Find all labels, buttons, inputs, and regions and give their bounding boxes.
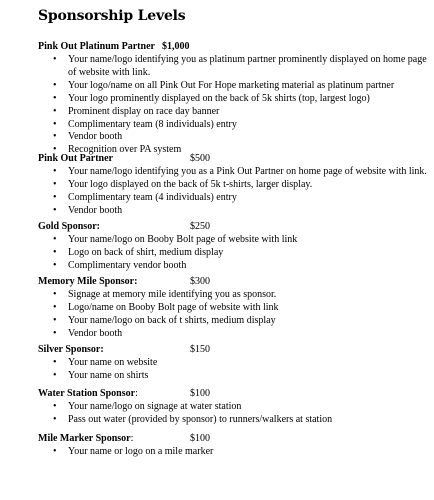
bullet-icon: •	[53, 234, 57, 245]
level-heading	[38, 41, 428, 54]
bullet-icon: •	[53, 314, 57, 326]
level-mile-marker	[38, 433, 428, 459]
bullet-icon: •	[53, 446, 57, 457]
bullet-icon: •	[53, 289, 57, 300]
level-heading	[38, 276, 428, 289]
benefit-list	[38, 289, 428, 341]
level-platinum	[38, 41, 428, 157]
list-item: • Prominent display on race day banner	[53, 105, 220, 117]
benefit-list	[38, 166, 428, 218]
bullet-icon: •	[53, 369, 57, 381]
bullet-icon: •	[53, 105, 57, 117]
level-heading	[38, 153, 428, 166]
list-item: • Recognition over PA system	[53, 144, 182, 156]
list-item: • Complimentary team (8 individuals) entry	[53, 118, 237, 130]
list-item: • Your name/logo on Booby Bolt page of website with link	[53, 234, 298, 245]
list-item: • Your name/logo on signage at water station	[53, 401, 242, 412]
benefit-list	[38, 357, 428, 383]
level-colon: :	[130, 433, 134, 444]
list-item: • Logo/name on Booby Bolt page of website with link	[53, 301, 279, 313]
level-heading	[38, 433, 428, 446]
level-water-station	[38, 388, 428, 427]
level-price: $150	[190, 344, 210, 355]
level-heading	[38, 344, 428, 357]
bullet-icon: •	[53, 118, 57, 130]
bullet-icon: •	[53, 178, 57, 190]
bullet-icon: •	[53, 401, 57, 412]
bullet-icon: •	[53, 301, 57, 313]
level-silver	[38, 344, 428, 383]
level-price: $1,000	[162, 41, 190, 52]
level-name: Water Station Sponsor	[38, 388, 136, 399]
level-name: Gold Sponsor:	[38, 221, 100, 232]
bullet-icon: •	[53, 259, 57, 271]
list-item: • Your name or logo on a mile marker	[53, 446, 214, 457]
list-item: • Vendor booth	[53, 131, 123, 143]
level-heading	[38, 388, 428, 401]
bullet-icon: •	[53, 92, 57, 104]
list-item: • Signage at memory mile identifying you as sponsor.	[53, 289, 277, 300]
level-name: Silver Sponsor:	[38, 344, 104, 355]
bullet-icon: •	[53, 79, 57, 91]
list-item: • Pass out water (provided by sponsor) to runners/walkers at station	[53, 413, 333, 425]
benefit-list	[38, 401, 428, 427]
list-item: • Your logo/name on all Pink Out For Hope marketing material as platinum partner	[53, 79, 395, 91]
bullet-icon: •	[53, 166, 57, 177]
level-price: $250	[190, 221, 210, 232]
benefit-list	[38, 234, 428, 273]
level-partner	[38, 153, 428, 218]
list-item: • Logo on back of shirt, medium display	[53, 246, 224, 258]
level-name: Memory Mile Sponsor:	[38, 276, 138, 287]
list-item: • Your logo displayed on the back of 5k t-shirts, larger display.	[53, 178, 313, 190]
bullet-icon: •	[53, 131, 57, 143]
bullet-icon: •	[53, 204, 57, 216]
level-name: Mile Marker Sponsor	[38, 433, 131, 444]
benefit-list	[38, 446, 428, 459]
bullet-icon: •	[53, 54, 57, 65]
bullet-icon: •	[53, 327, 57, 339]
list-item: • Your name/logo on back of t shirts, medium display	[53, 314, 276, 326]
level-heading	[38, 221, 428, 234]
list-item: • Complimentary vendor booth	[53, 259, 187, 271]
level-price: $300	[190, 276, 210, 287]
level-price: $500	[190, 153, 210, 164]
benefit-list	[38, 54, 428, 157]
list-item: • Vendor booth	[53, 327, 123, 339]
list-item: • Your logo prominently displayed on the back of 5k shirts (top, largest logo)	[53, 92, 370, 104]
bullet-icon: •	[53, 191, 57, 203]
bullet-icon: •	[53, 246, 57, 258]
level-memory-mile	[38, 276, 428, 341]
level-price: $100	[190, 388, 210, 399]
level-price: $100	[190, 433, 210, 444]
list-item: • Your name on shirts	[53, 369, 149, 381]
list-item: • Your name/logo identifying you as platinum partner prominently displayed on home page of website with link.	[53, 54, 427, 78]
bullet-icon: •	[53, 357, 57, 368]
level-name: Pink Out Platinum Partner	[38, 41, 155, 52]
level-name: Pink Out Partner	[38, 153, 113, 164]
list-item: • Your name/logo identifying you as a Pink Out Partner on home page of website with link.	[53, 166, 427, 177]
list-item: • Your name on website	[53, 357, 158, 368]
level-colon: :	[135, 388, 138, 399]
bullet-icon: •	[53, 413, 57, 425]
page-title: Sponsorship Levels	[38, 8, 186, 24]
level-gold	[38, 221, 428, 273]
list-item: • Complimentary team (4 individuals) entry	[53, 191, 237, 203]
bullet-icon: •	[53, 144, 57, 156]
list-item: • Vendor booth	[53, 204, 123, 216]
